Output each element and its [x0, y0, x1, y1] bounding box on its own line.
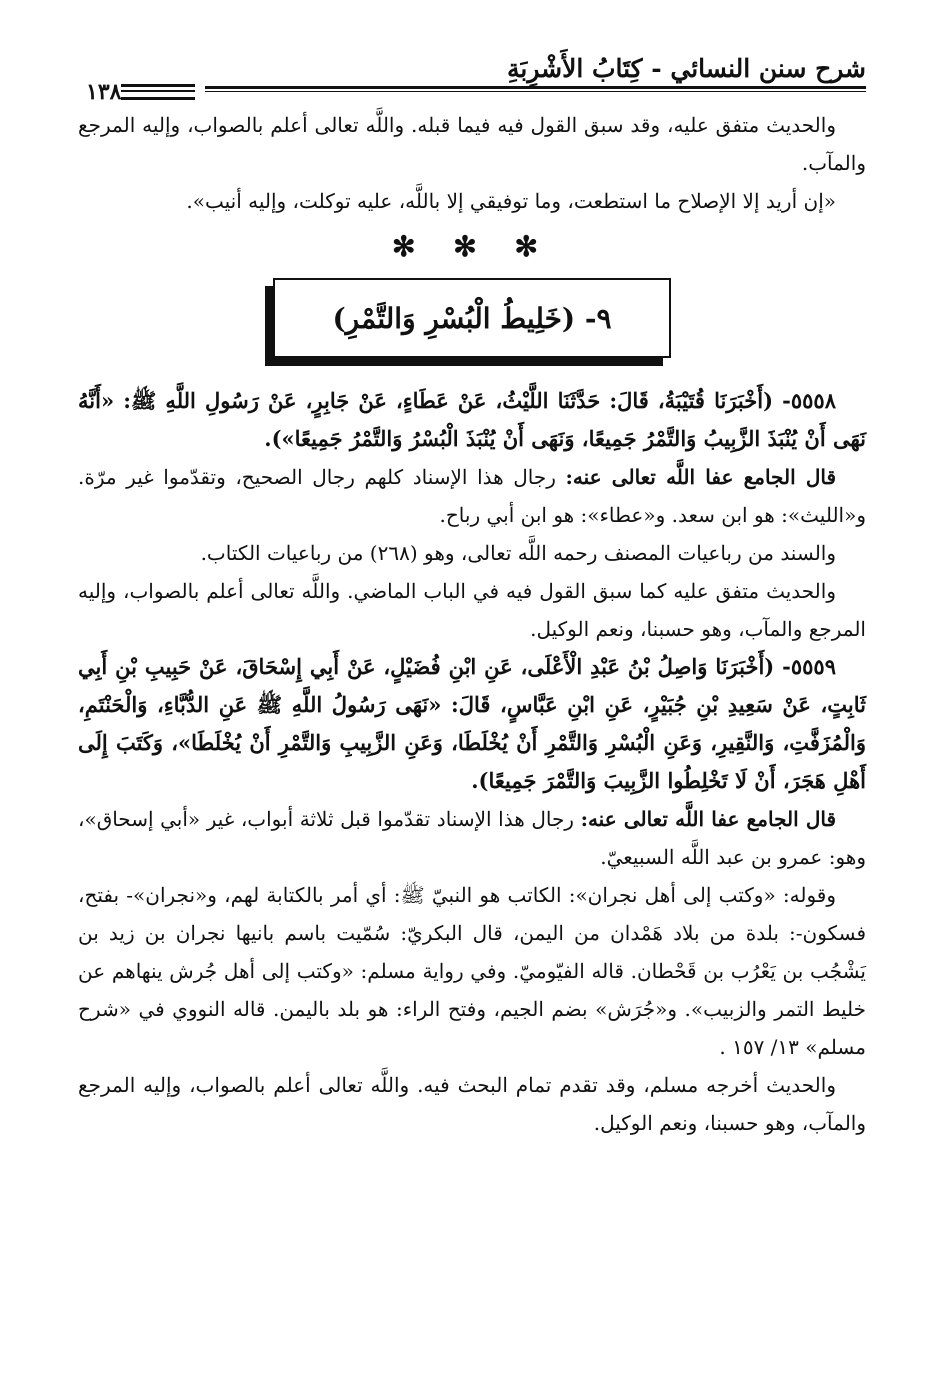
page-number-rule	[121, 84, 195, 100]
page-number-block	[78, 80, 205, 104]
section-separator: ✻ ✻ ✻	[392, 230, 552, 263]
page	[78, 40, 866, 1142]
hadith-5559: ٥٥٥٩- (أَخْبَرَنَا وَاصِلُ بْنُ عَبْدِ الْأَعْلَى، عَنِ ابْنِ فُضَيْلٍ، عَنْ أَبِي إِسْحَاقَ، عَنْ حَبِيبِ بْنِ أَبِي ثَابِتٍ، عَنْ سَعِيدِ بْنِ جُبَيْرٍ، عَنِ ابْنِ عَبَّاسٍ، قَالَ: «نَهَى رَسُولُ اللَّهِ ﷺ عَنِ الدُّبَّاءِ، وَالْحَنْتَمِ، وَالْمُزَفَّتِ، وَالنَّقِيرِ، وَعَنِ الْبُسْرِ وَالتَّمْرِ أَنْ يُخْلَطَا، وَعَنِ الزَّبِيبِ وَالتَّمْرِ أَنْ يُخْلَطَا»، وَكَتَبَ إِلَى أَهْلِ هَجَرَ، أَنْ لَا تَخْلِطُوا الزَّبِيبَ وَالتَّمْرَ جَمِيعًا).	[78, 654, 866, 793]
top-paragraph-2: «إن أريد إلا الإصلاح ما استطعت، وما توفيقي إلا باللَّه، عليه توكلت، وإليه أنيب».	[186, 189, 836, 213]
explanation-paragraph: وقوله: «وكتب إلى أهل نجران»: الكاتب هو النبيّ ﷺ: أي أمر بالكتابة لهم، و«نجران»- بفتح، فسكون-: بلدة من بلاد هَمْدان من اليمن، قال البكريّ: سُمّيت باسم بانيها نجران بن زيد بن يَشْجُب بن يَعْرُب بن قَحْطان. قاله الفيّوميّ. وفي رواية مسلم: «وكتب إلى أهل جُرش ينهاهم عن خليط التمر والزبيب». و«جُرَش» بضم الجيم، وفتح الراء: هو بلد باليمن. قاله النووي في «شرح مسلم» ١٣/ ١٥٧ .	[78, 883, 866, 1059]
final-note: والحديث أخرجه مسلم، وقد تقدم تمام البحث فيه. واللَّه تعالى أعلم بالصواب، وإليه المرجع والمآب، وهو حسبنا، ونعم الوكيل.	[78, 1073, 866, 1135]
page-number: ١٣٨	[86, 79, 122, 105]
agreed-note: والحديث متفق عليه كما سبق القول فيه في الباب الماضي. واللَّه تعالى أعلم بالصواب، وإليه المرجع والمآب، وهو حسبنا، ونعم الوكيل.	[78, 579, 866, 641]
page-header	[78, 40, 866, 106]
commentary-text: رجال هذا الإسناد كلهم رجال الصحيح، وتقدّموا غير مرّة. و«الليث»: هو ابن سعد. و«عطاء»: هو ابن أبي رباح.	[78, 465, 866, 527]
running-title: شرح سنن النسائي - كِتَابُ الأَشْرِبَةِ	[506, 54, 866, 83]
commentary-label: قال الجامع عفا اللَّه تعالى عنه:	[565, 465, 837, 489]
chapter-heading	[273, 278, 671, 358]
top-paragraph-1: والحديث متفق عليه، وقد سبق القول فيه فيما قبله. واللَّه تعالى أعلم بالصواب، وإليه المرجع والمآب.	[78, 113, 866, 175]
hadith-5558: ٥٥٥٨- (أَخْبَرَنَا قُتَيْبَةُ، قَالَ: حَدَّثَنَا اللَّيْثُ، عَنْ عَطَاءٍ، عَنْ جَابِرٍ، عَنْ رَسُولِ اللَّهِ ﷺ: «أَنَّهُ نَهَى أَنْ يُنْبَذَ الزَّبِيبُ وَالتَّمْرُ جَمِيعًا، وَنَهَى أَنْ يُنْبَذَ الْبُسْرُ وَالتَّمْرُ جَمِيعًا»).	[78, 388, 866, 451]
commentary-5558	[78, 458, 866, 534]
sanad-note: والسند من رباعيات المصنف رحمه اللَّه تعالى، وهو (٢٦٨) من رباعيات الكتاب.	[200, 541, 836, 565]
commentary-text: رجال هذا الإسناد تقدّموا قبل ثلاثة أبواب، غير «أبي إسحاق»، وهو: عمرو بن عبد اللَّه السبيعيّ.	[78, 807, 866, 869]
chapter-title: ٩- (خَلِيطُ الْبُسْرِ وَالتَّمْرِ)	[273, 278, 671, 358]
commentary-5559	[78, 800, 866, 876]
commentary-label: قال الجامع عفا اللَّه تعالى عنه:	[580, 807, 836, 831]
